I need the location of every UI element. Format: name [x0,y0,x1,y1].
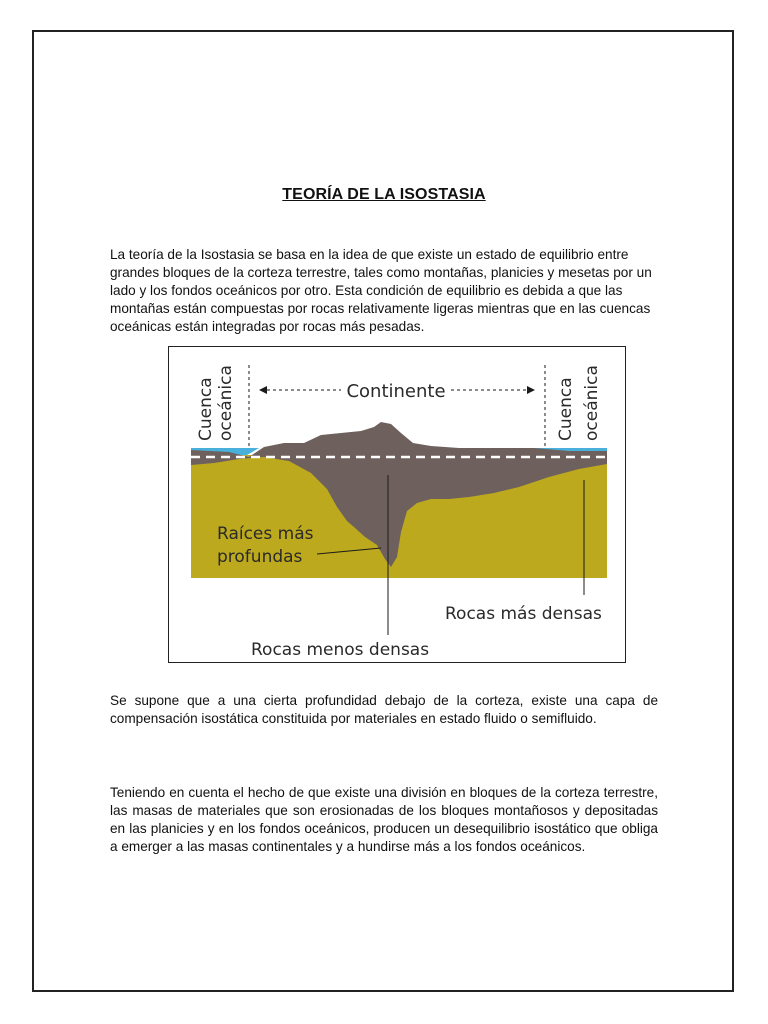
continent-arrowhead-left [259,386,267,394]
paragraph-3: Teniendo en cuenta el hecho de que existe una división en bloques de la corteza terrestre, las masas de materiales que son erosionadas de los bloques montañosos y depositadas en las planicies y en los fondos oceánicos, producen un desequilibrio isostático que obliga a emerger a las masas continentales y a hundirse más a los fondos oceánicos. [110,785,658,854]
right-basin-label-line2: oceánica [582,365,602,441]
right-basin-label-line1: Cuenca [556,377,576,441]
left-basin-label-line1: Cuenca [196,377,216,441]
left-basin-label-line2: oceánica [216,365,236,441]
dense-rocks-label: Rocas más densas [445,604,602,624]
continent-arrowhead-right [527,386,535,394]
isostasy-diagram [168,346,626,663]
paragraph-1: La teoría de la Isostasia se basa en la idea de que existe un estado de equilibrio entre grandes bloques de la corteza terrestre, tales como montañas, planicies y mesetas por un lado y los fondos oceánicos por otro. Esta condición de equilibrio es debida a que las montañas están compuestas por rocas relativamente ligeras mientras que en las cuencas oceánicas están integradas por rocas más pesadas. [110,247,652,334]
document-title: TEORÍA DE LA ISOSTASIA [282,186,486,203]
continent-label: Continente [346,381,446,402]
roots-label-line2: profundas [217,547,303,567]
less-dense-rocks-label: Rocas menos densas [251,640,430,660]
roots-label-line1: Raíces más [217,524,314,544]
paragraph-2: Se supone que a una cierta profundidad debajo de la corteza, existe una capa de compensación isostática constituida por materiales en estado fluido o semifluido. [110,693,658,726]
